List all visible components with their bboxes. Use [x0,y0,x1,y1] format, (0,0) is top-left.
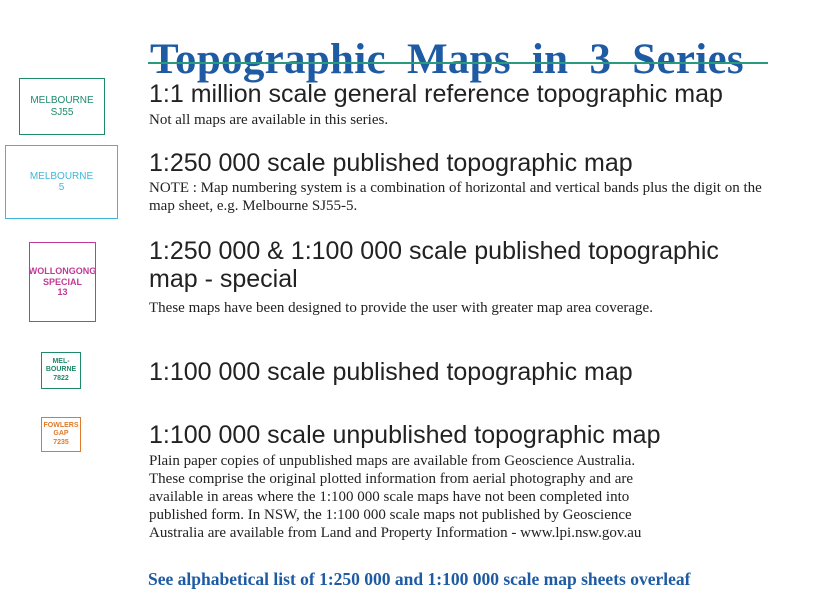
map-sheet-label-fowlers-gap-7235 [41,417,81,452]
page-title: Topographic Maps in 3 Series [150,35,744,83]
series-heading-100k-unpublished: 1:100 000 scale unpublished topographic map [149,421,661,449]
box-line: MEL- [52,358,70,366]
box-line: GAP [53,430,69,438]
series-description-1m: Not all maps are available in this series. [149,112,389,128]
box-line: SPECIAL [42,276,82,287]
series-heading-special [149,237,719,293]
series-heading-1m: 1:1 million scale general reference topographic map [149,80,723,108]
series-heading-250k: 1:250 000 scale published topographic map [149,149,633,177]
description-line: Australia are available from Land and Property Information - www.lpi.nsw.gov.au [149,525,642,541]
description-line: published form. In NSW, the 1:100 000 scale maps not published by Geoscience [149,507,632,523]
box-line: MELBOURNE [29,170,94,182]
description-line: available in areas where the 1:100 000 scale maps have not been completed into [149,489,630,505]
box-line: BOURNE [45,366,77,374]
heading-line: 1:250 000 & 1:100 000 scale published topographic [149,237,719,265]
description-line: Plain paper copies of unpublished maps are available from Geoscience Australia. [149,453,636,469]
box-line: 5 [58,182,65,193]
map-sheet-label-melbourne-sj55 [19,78,105,135]
description-line: These comprise the original plotted information from aerial photography and are [149,471,634,487]
box-line: 13 [57,287,68,298]
map-sheet-label-wollongong-special [29,242,96,322]
footer-note: See alphabetical list of 1:250 000 and 1:100 000 scale map sheets overleaf [148,569,691,589]
box-line: 7235 [53,438,69,446]
map-sheet-label-melbourne-7822 [41,352,81,389]
box-line: 7822 [53,374,69,382]
box-line: FOWLERS [43,422,79,430]
series-description-250k: NOTE : Map numbering system is a combination of horizontal and vertical bands plus the digit on the map sheet, e.g. Melbourne SJ55-5. [149,180,762,214]
box-line: MELBOURNE [30,95,94,106]
series-description-100k-unpublished [149,452,641,542]
title-underline [148,62,768,64]
box-line: SJ55 [50,106,74,118]
map-sheet-label-melbourne-5 [5,145,118,219]
series-heading-100k-published: 1:100 000 scale published topographic map [149,358,633,386]
heading-line: map - special [149,265,298,293]
box-line: WOLLONGONG [28,266,97,277]
series-description-special: These maps have been designed to provide the user with greater map area coverage. [149,300,653,316]
